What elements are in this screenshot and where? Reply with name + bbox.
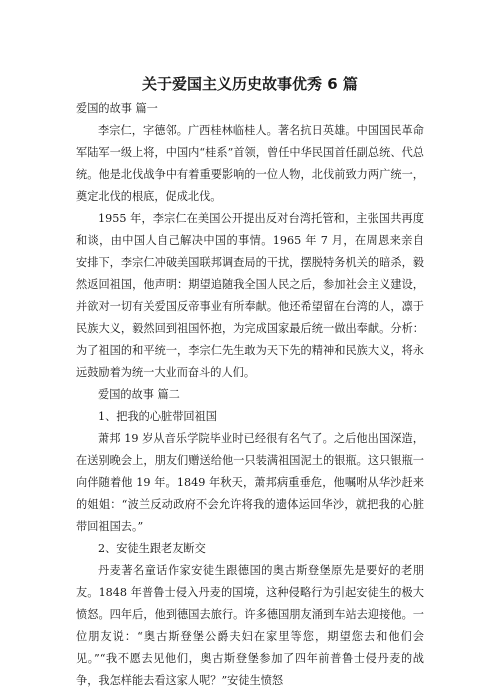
paragraph: 丹麦著名童话作家安徒生跟德国的奥古斯登堡原先是要好的老朋友。1848 年普鲁士侵入丹麦的国境，这种侵略行为引起安徒生的极大愤怒。四年后，他到德国去旅行。许多德国朋友涌到车站去迎接他。一位朋友说：“奥古斯登堡公爵夫妇在家里等您，期望您去和他们会见。”“我不愿去见他们，奥古斯登堡参加了四年前普鲁士侵丹麦的战争，我怎样能去看这家人呢？”安徒生愤怒 bbox=[76, 564, 424, 687]
paragraph: 萧邦 19 岁从音乐学院毕业时已经很有名气了。之后他出国深造，在送别晚会上，朋友们赠送给他一只装满祖国泥土的银瓶。这只银瓶一向伴随着他 19 年。1849 年秋天，萧邦病重垂危，他嘱咐从华沙赶来的姐姐：“波兰反动政府不会允许将我的遗体运回华沙，就把我的心脏带回祖国去。” bbox=[76, 432, 424, 533]
section-heading-1: 爱国的故事 篇一 bbox=[76, 102, 158, 115]
paragraph: 李宗仁，字德邻。广西桂林临桂人。著名抗日英雄。中国国民革命军陆军一级上将，中国内“桂系”首领，曾任中华民国首任副总统、代总统。他是北伐战争中有着重要影响的一位人物，北伐前致力两广统一，奠定北伐的根底，促成北伐。 bbox=[76, 124, 424, 203]
paragraph: 1955 年，李宗仁在美国公开提出反对台湾托管和，主张国共再度和谈，由中国人自己解决中国的事情。1965 年 7 月，在周恩来亲自安排下，李宗仁冲破美国联邦调查局的干扰，摆脱特务机关的暗杀，毅然返回祖国，他声明：期望追随我全国人民之后，参加社会主义建设，并欲对一切有关爱国反帝事业有所奉献。他还希望留在台湾的人，凛于民族大义，毅然回到祖国怀抱，为完成国家最后统一做出奉献。分析：为了祖国的和平统一，李宗仁先生敢为天下先的精神和民族大义，将永远鼓励着为统一大业而奋斗的人们。 bbox=[76, 212, 424, 379]
story-heading-2: 2、安徒生跟老友断交 bbox=[98, 542, 206, 555]
section-heading-2: 爱国的故事 篇二 bbox=[98, 388, 180, 401]
document-body bbox=[76, 98, 424, 692]
story-heading-1: 1、把我的心脏带回祖国 bbox=[98, 410, 217, 423]
document-title: 关于爱国主义历史故事优秀 6 篇 bbox=[142, 75, 358, 93]
